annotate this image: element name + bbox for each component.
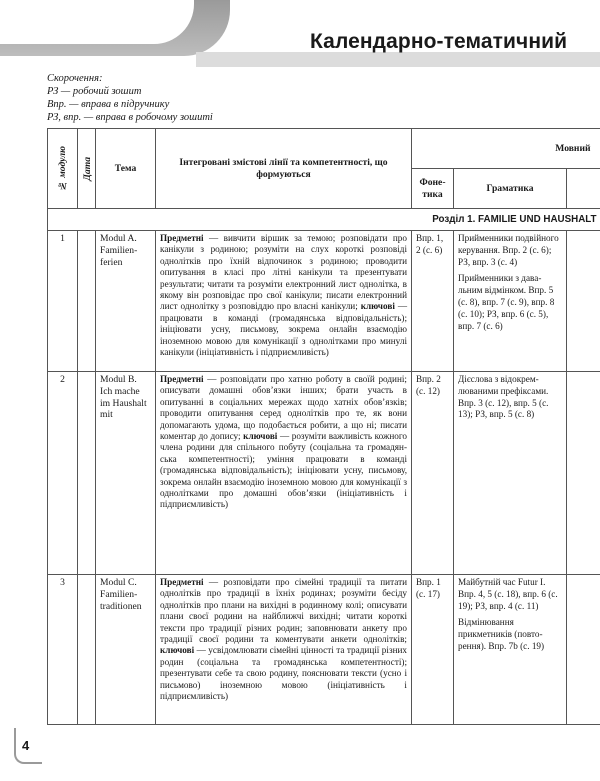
header-grammar: Граматика	[454, 169, 567, 209]
extra-cell	[567, 575, 600, 725]
table-row	[48, 372, 600, 575]
header-module-no: № модулю	[48, 129, 78, 209]
abbreviation-item: РЗ, впр. — вправа в робочому зошиті	[47, 112, 213, 123]
competences-cell: Предметні — розповідати про хатню роботу в своїй родині; описувати домашні обов’язки інших; брати участь в опитуванні в соціальних мережах щодо хатніх обов’язків; проводити опитування серед однолітків про те, як вони допомагають удома, що подобається робити, а що ні; писати коментар до допису; ключові — розуміти важливість кожного члена родини для спільного побуту (соціальна та громадянська компетентності); уміння працювати в команді (громадянська відповідальність); ініціювати усну, письмову, зокрема онлайн взаємодію іноземною мовою для комунікації з однолітками про домашні обов’язки (ініціативність і підприємливість)	[156, 372, 412, 575]
competences-cell: Предметні — вивчити віршик за темою; розповідати про канікули з родиною; розуміти на слух короткі розповіді однолітків про їхній відпочинок з родиною; проводити опитування в класі про літні канікули та презентувати результати; читати та розуміти електронний лист однолітка, в якому він розповідає про свої канікули; писати електронний лист однолітку з розповіддю про власні канікули; ключові — працювати в команді (громадянська відповідальність); ініціювати усну, письмову, зокрема онлайн взаємодію іноземною мовою для комунікації з однолітками про минулі канікули (ініціативність і підприємливість)	[156, 231, 412, 372]
topic-cell: Modul B. Ich mache im Haushalt mit	[96, 372, 156, 575]
header-tab-cutout	[0, 0, 194, 44]
module-number: 2	[48, 372, 78, 575]
date-cell	[78, 575, 96, 725]
calendar-plan-table	[47, 128, 600, 725]
phonetics-cell: Впр. 1 (с. 17)	[412, 575, 454, 725]
date-cell	[78, 231, 96, 372]
topic-cell: Modul C. Familientraditionen	[96, 575, 156, 725]
abbreviation-item: Впр. — вправа в підручнику	[47, 99, 170, 110]
module-number: 1	[48, 231, 78, 372]
table-row	[48, 231, 600, 372]
extra-cell	[567, 372, 600, 575]
extra-cell	[567, 231, 600, 372]
module-number: 3	[48, 575, 78, 725]
phonetics-cell: Впр. 2 (с. 12)	[412, 372, 454, 575]
abbreviations-block	[47, 72, 213, 124]
grammar-cell: Майбутній час Futur I. Впр. 4, 5 (с. 18), впр. 6 (с. 19); РЗ, впр. 4 (с. 11) Відмінювання прикметників (повторення). Впр. 7b (с. 19)	[454, 575, 567, 725]
header-extra-column	[567, 169, 600, 209]
abbreviations-heading: Скорочення:	[47, 73, 103, 84]
section-title: Розділ 1. FAMILIE UND HAUSHALT	[48, 209, 600, 231]
header-language-group: Мовний	[412, 129, 600, 169]
topic-cell: Modul A. Familienferien	[96, 231, 156, 372]
competences-cell: Предметні — розповідати про сімейні традиції та питати однолітків про традиції в їхніх родинах; розуміти бесіду однолітків про плани на вихідні в родинному колі; описувати плани своєї родини на найближчі вихідні; читати короткі тексти про традиції різних родин; заповнювати анкету про традиції своєї родини та коментувати анкети однолітків; ключові — усвідомлювати сімейні цінності та традиції різних родин (соціальна та громадянська компетентності); презентувати себе та свою родину, пояснювати тексти (усно і письмово) іноземною мовою (ініціативність і підприємливість)	[156, 575, 412, 725]
phonetics-cell: Впр. 1, 2 (с. 6)	[412, 231, 454, 372]
header-phonetics: Фонетика	[412, 169, 454, 209]
abbreviation-item: РЗ — робочий зошит	[47, 86, 142, 97]
header-competences: Інтегровані змістові лінії та компетентності, що формуються	[156, 129, 412, 209]
header-date: Дата	[78, 129, 96, 209]
table-row	[48, 575, 600, 725]
date-cell	[78, 372, 96, 575]
header-topic: Тема	[96, 129, 156, 209]
grammar-cell: Дієслова з відокремлюваними префіксами. Впр. 3 (с. 12), впр. 5 (с. 13); РЗ, впр. 5 (с. 8)	[454, 372, 567, 575]
page-title: Календарно-тематичний	[310, 30, 568, 53]
title-underline-bar	[196, 52, 600, 67]
page-number: 4	[22, 738, 30, 753]
grammar-cell: Прийменники подвійного керування. Впр. 2 (с. 6); РЗ, впр. 3 (с. 4) Прийменники з давальним відмінком. Впр. 5 (с. 8), впр. 7 (с. 9), впр. 8 (с. 10); РЗ, впр. 6 (с. 5), впр. 7 (с. 6)	[454, 231, 567, 372]
